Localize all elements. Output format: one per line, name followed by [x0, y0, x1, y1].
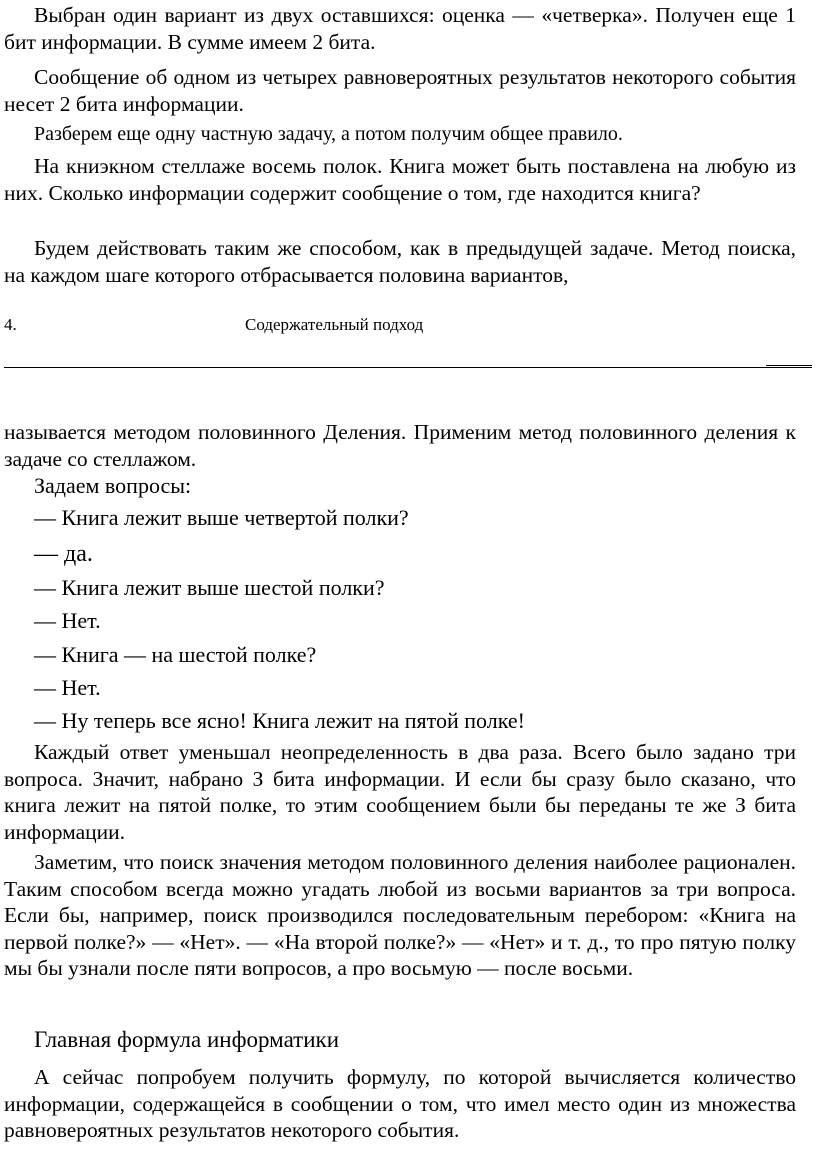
dialogue-line: — Ну теперь все ясно! Книга лежит на пятой полке! [34, 708, 525, 733]
paragraph-three-bits: Каждый ответ уменьшал неопределенность в два раза. Всего было задано три вопроса. Значит, набрано З бита информации. И если бы сразу было сказано, что книга лежит на пятой полке, то этим сообщением были бы переданы те же З бита информации. [4, 740, 796, 844]
paragraph-bookshelf-task: На книэкном стеллаже восемь полок. Книга может быть поставлена на любую из них. Сколько информации содержит сообщение о том, где находится книга? [4, 154, 796, 205]
page-number: 4. [4, 315, 17, 334]
page-divider [4, 367, 812, 368]
paragraph-four-outcomes: Сообщение об одном из четырех равновероятных результатов некоторого события несет 2 бита информации. [4, 65, 796, 116]
questions-intro: Задаем вопросы: [34, 473, 192, 498]
section-heading: Главная формула информатики [34, 1027, 340, 1052]
paragraph-formula-intro: А сейчас попробуем получить формулу, по которой вычисляется количество информации, содержащейся в сообщении о том, что имел место один из множества равновероятных результатов некоторого события. [4, 1065, 796, 1142]
dialogue-line: — Нет. [34, 675, 101, 700]
dialogue-line: — да. [34, 541, 93, 567]
dialogue-line: — Нет. [34, 608, 101, 633]
running-title: Содержательный подход [245, 315, 424, 334]
paragraph-bisection-method: называется методом половинного Деления. Применим метод половинного деления к задаче со стеллажом. [4, 420, 796, 471]
paragraph-two-bits: Выбран один вариант из двух оставшихся: оценка — «четверка». Получен еще 1 бит информации. В сумме имеем 2 бита. [4, 3, 796, 54]
page-divider-accent [766, 365, 812, 366]
dialogue-line: — Книга лежит выше шестой полки? [34, 575, 385, 600]
paragraph-rational-search: Заметим, что поиск значения методом половинного деления наиболее рационален. Таким способом всегда можно угадать любой из восьми вариантов за три вопроса. Если бы, например, поиск производился последовательным перебором: «Книга на первой полке?» — «Нет». — «На второй полке?» — «Нет» и т. д., то про пятую полку мы бы узнали после пяти вопросов, а про восьмую — после восьми. [4, 850, 796, 980]
dialogue-line: — Книга — на шестой полке? [34, 642, 317, 667]
dialogue-line: — Книга лежит выше четвертой полки? [34, 505, 409, 530]
paragraph-next-task: Разберем еще одну частную задачу, а потом получим общее правило. [34, 123, 623, 145]
paragraph-search-method: Будем действовать таким же способом, как в предыдущей задаче. Метод поиска, на каждом шаге которого отбрасывается половина вариантов, [4, 236, 796, 287]
